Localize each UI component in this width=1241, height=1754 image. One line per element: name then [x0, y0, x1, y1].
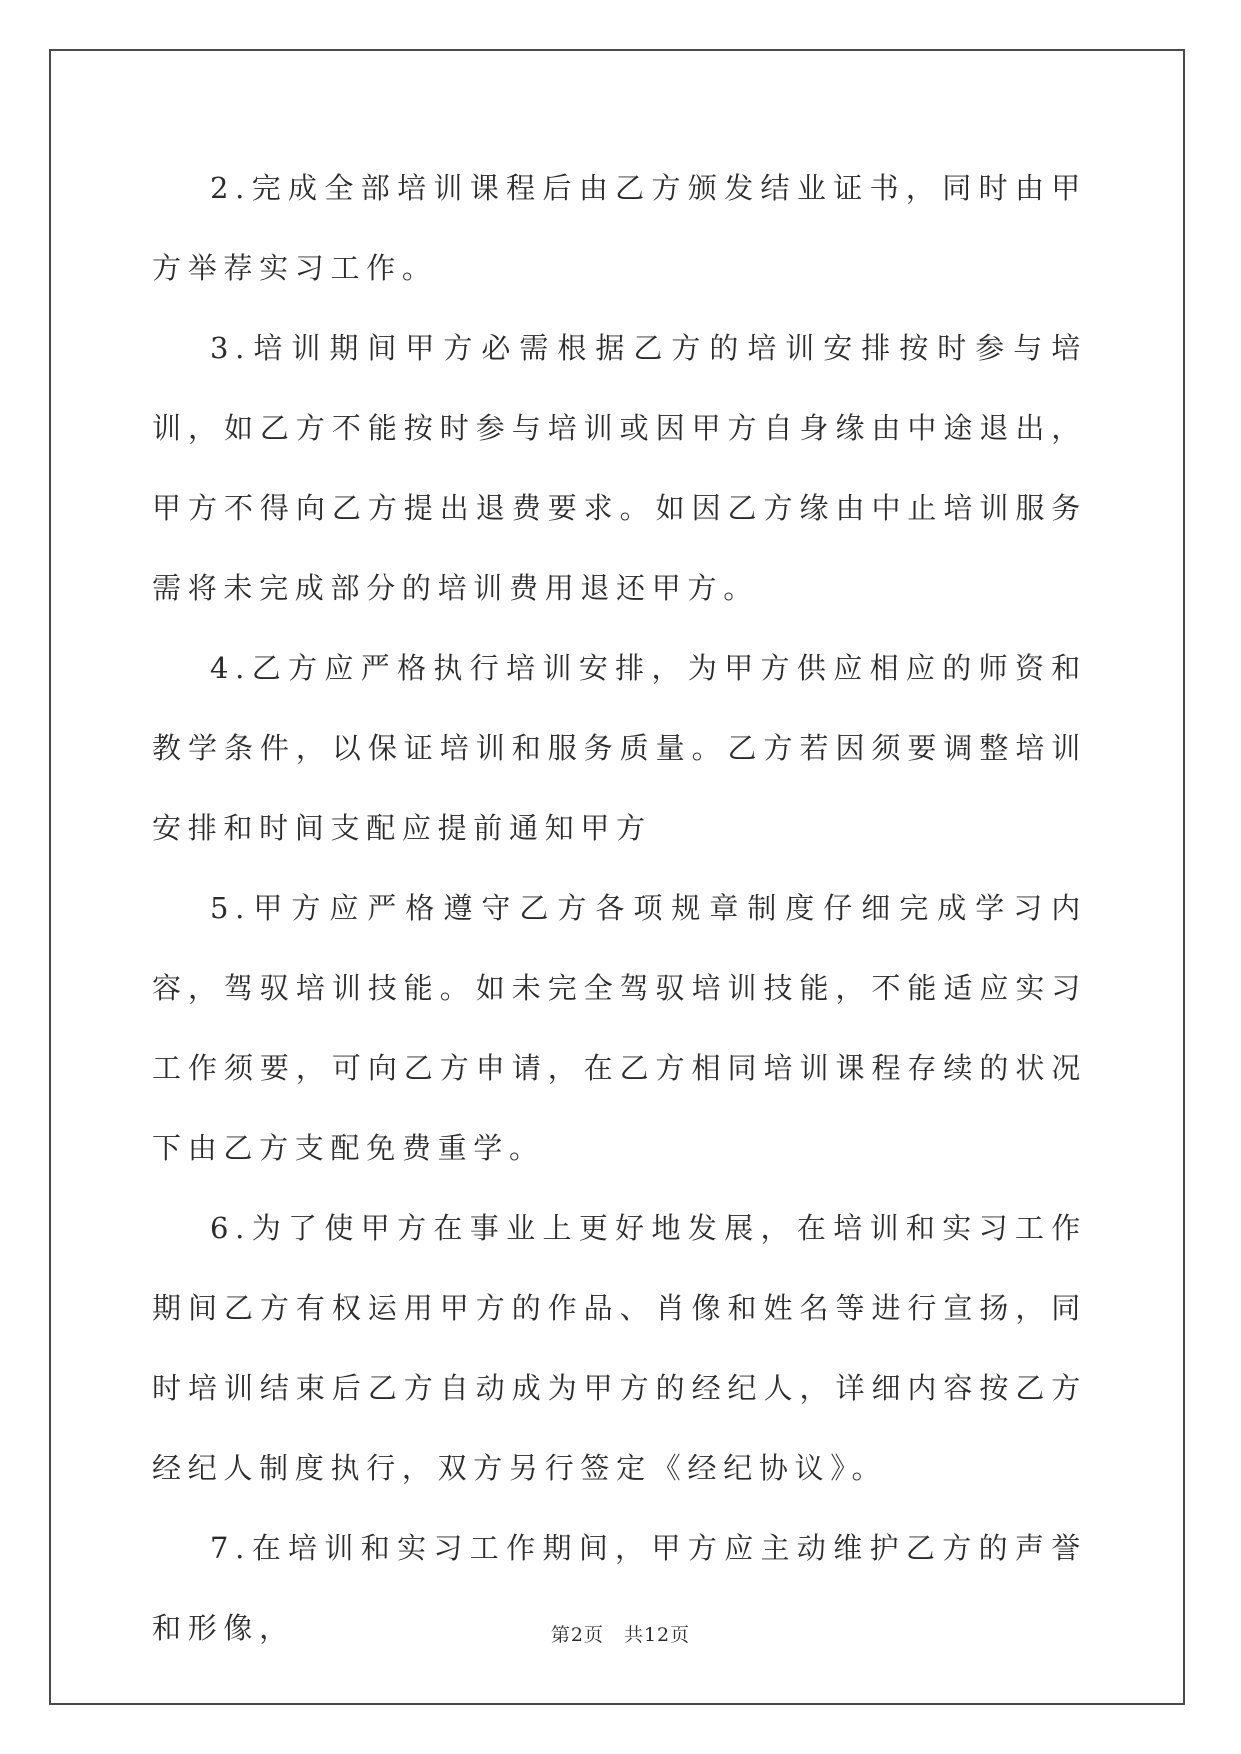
page-number-footer: 第2页 共12页 — [550, 1624, 691, 1646]
paragraph-clause-4: 4.乙方应严格执行培训安排，为甲方供应相应的师资和教学条件，以保证培训和服务质量。乙方若因须要调整培训安排和时间支配应提前通知甲方 — [152, 651, 1087, 845]
paragraph-clause-7: 7.在培训和实习工作期间，甲方应主动维护乙方的声誉和形像， — [152, 1531, 1087, 1645]
paragraph-clause-6: 6.为了使甲方在事业上更好地发展，在培训和实习工作期间乙方有权运用甲方的作品、肖像和姓名等进行宣扬，同时培训结束后乙方自动成为甲方的经纪人，详细内容按乙方经纪人制度执行，双方另行签定《经纪协议》。 — [152, 1211, 1087, 1485]
paragraph-clause-5: 5.甲方应严格遵守乙方各项规章制度仔细完成学习内容，驾驭培训技能。如未完全驾驭培训技能，不能适应实习工作须要，可向乙方申请，在乙方相同培训课程存续的状况下由乙方支配免费重学。 — [152, 891, 1087, 1165]
paragraph-clause-3: 3.培训期间甲方必需根据乙方的培训安排按时参与培训，如乙方不能按时参与培训或因甲方自身缘由中途退出，甲方不得向乙方提出退费要求。如因乙方缘由中止培训服务需将未完成部分的培训费用退还甲方。 — [152, 331, 1087, 605]
document-body — [152, 148, 1087, 1668]
paragraph-clause-2: 2.完成全部培训课程后由乙方颁发结业证书，同时由甲方举荐实习工作。 — [152, 171, 1087, 285]
